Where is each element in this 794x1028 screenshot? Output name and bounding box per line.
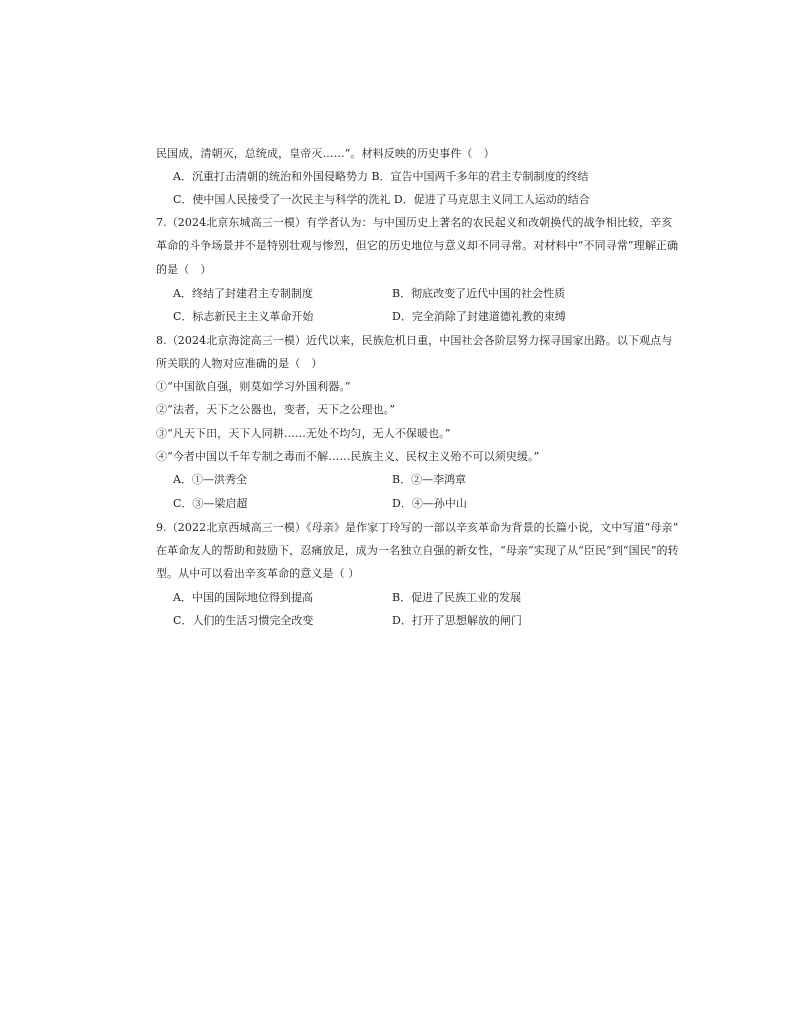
question-7-option-a: A．终结了封建君主专制制度 (173, 287, 313, 300)
question-8-option-a: A．①—洪秀全 (173, 473, 247, 486)
question-6-options-cd: C．使中国人民接受了一次民主与科学的洗礼 D．促进了马克思主义同工人运动的结合 (173, 193, 590, 206)
question-9-stem-line-2: 在革命友人的帮助和鼓励下，忍痛放足，成为一名独立自强的新女性，“母亲”实现了从“臣民”到“国民”的转 (156, 544, 679, 557)
question-6-options-ab: A．沉重打击清朝的统治和外国侵略势力 B．宣告中国两千多年的君主专制制度的终结 (173, 170, 589, 183)
question-8-stem-line-1: 8.（2024北京海淀高三一模）近代以来，民族危机日重，中国社会各阶层努力探寻国家出路。以下观点与 (156, 334, 673, 347)
question-9-option-d: D．打开了思想解放的闸门 (392, 614, 522, 627)
question-7-stem-line-3: 的是（ ） (156, 263, 212, 276)
question-9-stem-line-1: 9.（2022北京西城高三一模）《母亲》是作家丁玲写的一部以辛亥革命为背景的长篇小说，文中写道“母亲” (156, 521, 679, 534)
question-9-option-b: B．促进了民族工业的发展 (392, 591, 522, 604)
question-6-stem-tail: 民国成，清朝灭，总统成，皇帝灭……”。材料反映的历史事件（ ） (156, 147, 495, 160)
question-9-stem-line-3: 型。从中可以看出辛亥革命的意义是（ ） (156, 567, 360, 580)
question-8-stem-line-2: 所关联的人物对应准确的是（ ） (156, 357, 323, 370)
question-7-option-b: B．彻底改变了近代中国的社会性质 (392, 287, 566, 300)
question-7-stem-line-2: 革命的斗争场景并不是特别壮观与惨烈，但它的历史地位与意义却不同寻常。对材料中“不同寻常”理解正确 (156, 239, 679, 252)
question-8-quote-1: ①“中国欲自强，则莫如学习外国利器。” (156, 380, 351, 393)
question-9-option-c: C．人们的生活习惯完全改变 (173, 614, 314, 627)
question-8-quote-3: ③“凡天下田，天下人同耕……无处不均匀，无人不保暖也。” (156, 427, 451, 440)
question-8-option-d: D．④—孙中山 (392, 497, 467, 510)
question-7-option-c: C．标志新民主主义革命开始 (173, 310, 314, 323)
question-8-quote-2: ②“法者，天下之公器也，变者，天下之公理也。” (156, 403, 396, 416)
question-7-stem-line-1: 7.（2024北京东城高三一模）有学者认为：与中国历史上著名的农民起义和改朝换代的战争相比较，辛亥 (156, 216, 673, 229)
question-7-option-d: D．完全消除了封建道德礼教的束缚 (392, 310, 566, 323)
question-8-option-b: B．②—李鸿章 (392, 473, 467, 486)
question-9-option-a: A．中国的国际地位得到提高 (173, 591, 313, 604)
question-8-option-c: C．③—梁启超 (173, 497, 248, 510)
question-8-quote-4: ④“今者中国以千年专制之毒而不解……民族主义、民权主义殆不可以须臾缓。” (156, 450, 540, 463)
